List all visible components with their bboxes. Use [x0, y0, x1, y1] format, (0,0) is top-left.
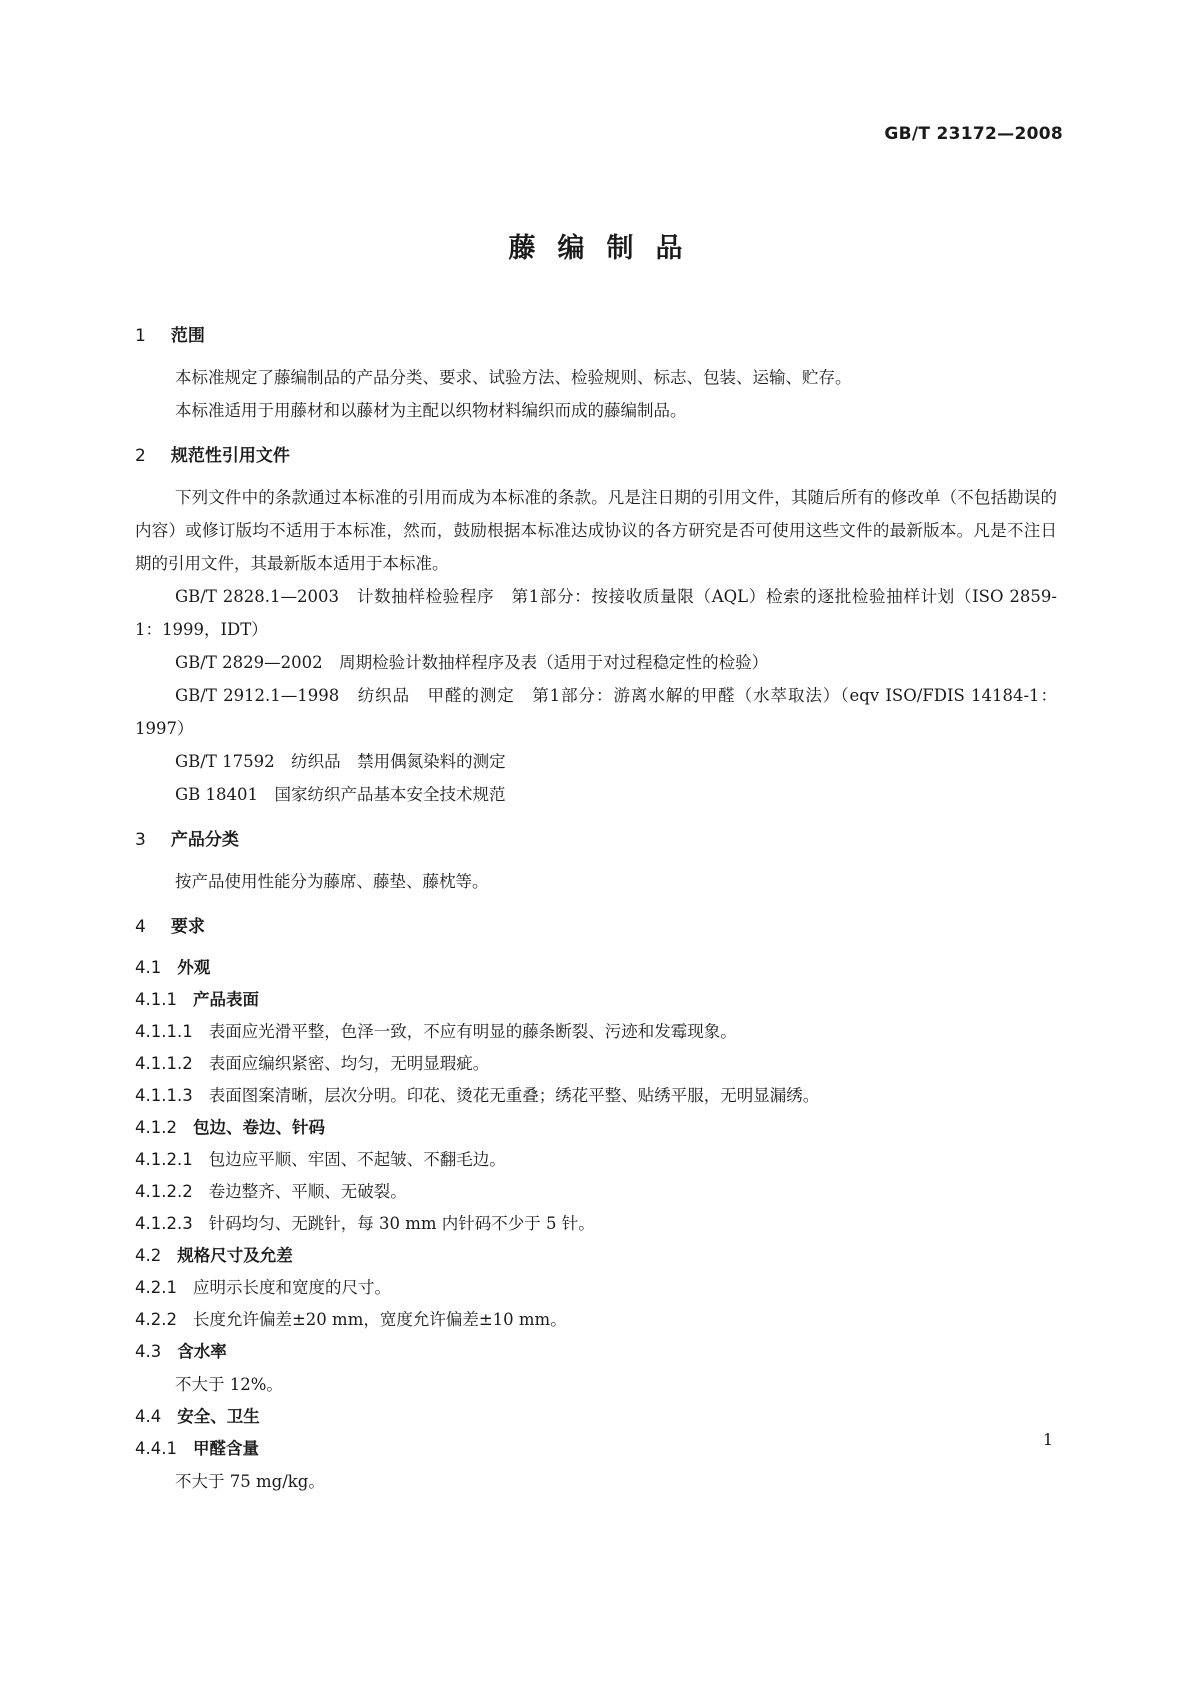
section-title: 要求 [170, 917, 205, 937]
clause-paragraph: 不大于 75 mg/kg。 [175, 1472, 325, 1491]
requirements-list [135, 952, 1057, 1498]
document-title: 藤编制品 [508, 233, 705, 264]
clause-number: 4.1.1.2 [135, 1054, 193, 1073]
clause-text: 包边应平顺、牢固、不起皱、不翻毛边。 [208, 1150, 506, 1169]
subsection-number: 4.1.2 [135, 1118, 177, 1137]
subsection-number: 4.1 [135, 958, 162, 977]
section-2-heading [135, 445, 1057, 467]
subsection-heading [135, 1433, 1057, 1465]
clause-paragraph: 不大于 12%。 [175, 1375, 283, 1394]
subsection-number: 4.4.1 [135, 1439, 177, 1458]
subsection-title: 规格尺寸及允差 [177, 1246, 293, 1265]
clause-number: 4.1.2.3 [135, 1214, 193, 1233]
section-title: 范围 [170, 326, 205, 346]
clause-item [135, 1048, 1057, 1080]
subsection-number: 4.2 [135, 1246, 162, 1265]
reference-item: GB/T 2912.1—1998 纺织品 甲醛的测定 第1部分：游离水解的甲醛（水萃取法）（eqv ISO/FDIS 14184-1：1997） [135, 686, 1057, 738]
reference-item: GB 18401 国家纺织产品基本安全技术规范 [175, 785, 506, 804]
clause-text: 应明示长度和宽度的尺寸。 [192, 1278, 391, 1297]
clause-text: 表面应编织紧密、均匀，无明显瑕疵。 [208, 1054, 490, 1073]
subsection-heading [135, 952, 1057, 984]
clause-item [135, 1304, 1057, 1336]
section-number: 3 [135, 830, 146, 850]
clause-text: 针码均匀、无跳针，每 30 mm 内针码不少于 5 针。 [208, 1214, 595, 1233]
subsection-title: 甲醛含量 [192, 1439, 259, 1458]
reference-item: GB/T 17592 纺织品 禁用偶氮染料的测定 [175, 752, 506, 771]
clause-text: 表面图案清晰，层次分明。印花、烫花无重叠；绣花平整、贴绣平服，无明显漏绣。 [208, 1086, 820, 1105]
subsection-title: 含水率 [177, 1342, 227, 1361]
section-1-heading [135, 325, 1057, 347]
subsection-heading [135, 1112, 1057, 1144]
reference-item: GB/T 2828.1—2003 计数抽样检验程序 第1部分：按接收质量限（AQL）检索的逐批检验抽样计划（ISO 2859-1：1999，IDT） [135, 587, 1057, 639]
section-title: 产品分类 [170, 830, 239, 850]
section-number: 1 [135, 326, 146, 346]
section-4-heading [135, 916, 1057, 938]
section-number: 4 [135, 917, 146, 937]
clause-text: 表面应光滑平整，色泽一致，不应有明显的藤条断裂、污迹和发霉现象。 [208, 1022, 737, 1041]
section-1-para-2: 本标准适用于用藤材和以藤材为主配以织物材料编织而成的藤编制品。 [175, 401, 687, 420]
subsection-heading [135, 1240, 1057, 1272]
clause-item [135, 1208, 1057, 1240]
clause-item [135, 1080, 1057, 1112]
clause-item [135, 1016, 1057, 1048]
clause-item [135, 1272, 1057, 1304]
section-number: 2 [135, 446, 146, 466]
section-2-intro: 下列文件中的条款通过本标准的引用而成为本标准的条款。凡是注日期的引用文件，其随后所有的修改单（不包括勘误的内容）或修订版均不适用于本标准，然而，鼓励根据本标准达成协议的各方研究是否可使用这些文件的最新版本。凡是不注日期的引用文件，其最新版本适用于本标准。 [135, 488, 1057, 573]
clause-number: 4.2.1 [135, 1278, 177, 1297]
clause-item [135, 1144, 1057, 1176]
subsection-heading [135, 1336, 1057, 1368]
section-1-para-1: 本标准规定了藤编制品的产品分类、要求、试验方法、检验规则、标志、包装、运输、贮存。 [175, 368, 852, 387]
section-title: 规范性引用文件 [170, 446, 290, 466]
reference-item: GB/T 2829—2002 周期检验计数抽样程序及表（适用于对过程稳定性的检验） [175, 653, 769, 672]
clause-number: 4.1.2.2 [135, 1182, 193, 1201]
clause-text: 长度允许偏差±20 mm，宽度允许偏差±10 mm。 [192, 1310, 567, 1329]
subsection-heading [135, 984, 1057, 1016]
clause-text: 卷边整齐、平顺、无破裂。 [208, 1182, 407, 1201]
clause-number: 4.1.1.1 [135, 1022, 193, 1041]
clause-number: 4.1.2.1 [135, 1150, 193, 1169]
document-body [135, 325, 1057, 1498]
clause-number: 4.1.1.3 [135, 1086, 193, 1105]
subsection-heading [135, 1401, 1057, 1433]
section-3-heading [135, 829, 1057, 851]
subsection-title: 安全、卫生 [177, 1407, 260, 1426]
clause-number: 4.2.2 [135, 1310, 177, 1329]
subsection-title: 产品表面 [192, 990, 259, 1009]
subsection-number: 4.4 [135, 1407, 162, 1426]
subsection-number: 4.3 [135, 1342, 162, 1361]
subsection-title: 外观 [177, 958, 211, 977]
section-3-para-1: 按产品使用性能分为藤席、藤垫、藤枕等。 [175, 872, 489, 891]
subsection-number: 4.1.1 [135, 990, 177, 1009]
standard-number: GB/T 23172—2008 [884, 124, 1063, 144]
page-number: 1 [1042, 1430, 1053, 1449]
clause-item [135, 1176, 1057, 1208]
subsection-title: 包边、卷边、针码 [192, 1118, 325, 1137]
